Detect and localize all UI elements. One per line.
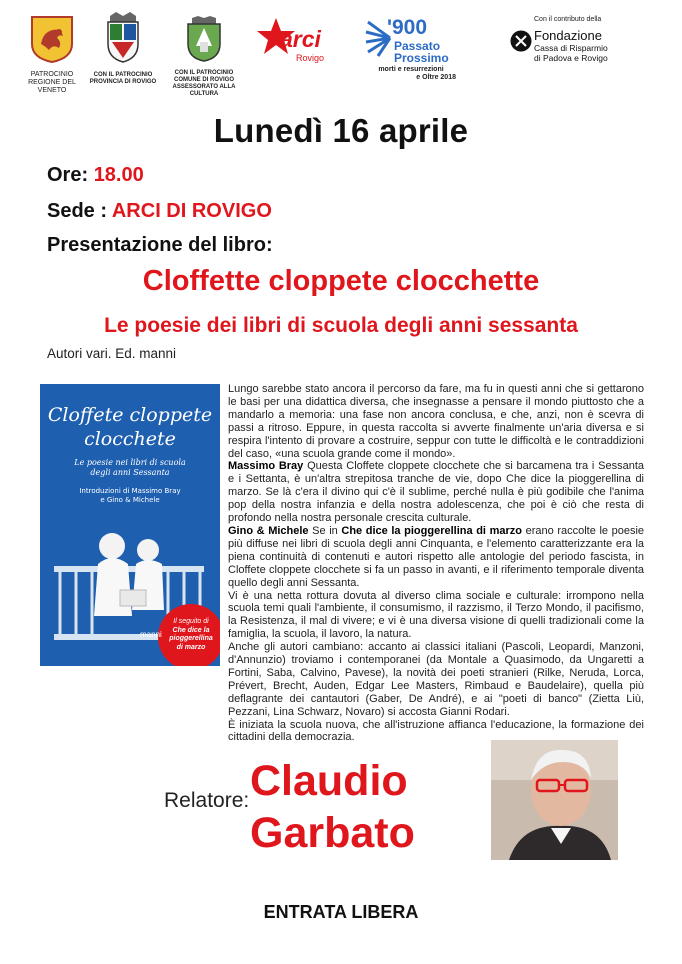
cover-badge-line4: di marzo	[176, 643, 206, 651]
speaker-portrait	[491, 740, 618, 860]
description-p3	[228, 525, 644, 590]
event-date: Lunedì 16 aprile	[213, 112, 469, 149]
speaker-first-name: Claudio	[250, 757, 408, 805]
logo-caption-provincia: CON IL PATROCINIO PROVINCIA DI ROVIGO	[89, 72, 157, 85]
cover-subtitle-line1: Le poesie nei libri di scuola	[74, 458, 186, 467]
logo-fondazione	[510, 16, 635, 76]
book-subtitle: Le poesie dei libri di scuola degli anni sessanta	[104, 314, 578, 337]
speaker-last-name: Garbato	[250, 809, 415, 857]
fondazione-line2: di Padova e Rovigo	[534, 53, 608, 63]
book-description	[228, 383, 644, 744]
arci-name: arci	[280, 26, 321, 52]
presentation-label: Presentazione del libro:	[47, 234, 273, 256]
logo-caption-comune: CON IL PATROCINIO COMUNE DI ROVIGO ASSESSORATO ALLA CULTURA	[172, 70, 236, 97]
description-p3-intro: Se in	[312, 524, 338, 537]
cover-badge	[158, 604, 220, 666]
logo-comune-rovigo	[164, 16, 244, 98]
cover-badge-line3: pioggerellina	[169, 635, 213, 642]
lion-crest-icon	[29, 14, 75, 64]
cover-badge-line2: Che dice la	[172, 626, 210, 634]
time-label: Ore:	[47, 164, 89, 186]
cover-title-line2: clocchete	[84, 428, 176, 450]
time-row	[47, 164, 144, 187]
cover-title-line1: Cloffete cloppete	[47, 404, 213, 426]
free-entrance: ENTRATA LIBERA	[263, 902, 419, 922]
logo-900-passato-prossimo	[362, 16, 457, 86]
novecento-line2: Prossimo	[394, 51, 449, 65]
fondazione-name: Fondazione	[534, 28, 602, 43]
description-p2	[228, 460, 644, 525]
venue-label: Sede :	[47, 200, 108, 222]
comune-crest-icon	[184, 16, 224, 62]
novecento-line1: Passato	[394, 39, 441, 53]
cover-badge-line1: Il seguito di	[173, 618, 209, 625]
description-p1: Lungo sarebbe stato ancora il percorso da fare, ma fu in questi anni che si gettarono le basi per una didattica diversa, che insegnasse a pensare il mondo piuttosto che a mandarlo a memoria: una fase non ancora conclusa, e che, anzi, non è scevra di passi a ritroso. Eppure, in questa raccolta si avverte finalmente un'aria diversa e si respira l'intento di provare a costruire, seppur con tutte le difficoltà e le contraddizioni del caso, «una scuola grande come il mondo».	[228, 383, 644, 460]
fondazione-line1: Cassa di Risparmio	[534, 43, 608, 53]
fondazione-intro: Con il contributo della	[534, 16, 602, 23]
novecento-caption2: e Oltre 2018	[416, 74, 456, 81]
description-p3-text: erano raccolte le poesie più diffuse nei libri di scuola degli anni Cinquanta, e l'elemento caratterizzante era la piena continuità di contenuti e autori rispetto alle antologie del periodo fascista, in Cloffete cloppete clocchete si fa un passo in avanti, e il riferimento temporale diventa quello degli anni Sessanta.	[228, 524, 645, 589]
logo-arci-rovigo	[252, 16, 334, 74]
speaker-photo	[491, 740, 618, 860]
logo-regione-veneto	[17, 14, 87, 95]
previous-book-title: Che dice la pioggerellina di marzo	[341, 524, 522, 537]
reviewer-name-gino-michele: Gino & Michele	[228, 524, 309, 537]
novecento-big: '900	[387, 16, 428, 39]
venue-row	[47, 200, 272, 223]
logo-caption-veneto: PATROCINIO REGIONE DEL VENETO	[28, 71, 76, 94]
venue-value: ARCI DI ROVIGO	[111, 200, 272, 222]
novecento-caption1: morti e resurrezioni	[378, 66, 444, 73]
cover-publisher: manni	[140, 630, 162, 639]
provincia-crest-icon	[102, 12, 144, 64]
time-value: 18.00	[93, 164, 144, 186]
cover-intro-line1: Introduzioni di Massimo Bray	[79, 487, 181, 495]
book-cover	[40, 384, 220, 666]
description-p2-text: Questa Cloffete cloppete clocchete che si barcamena tra i Sessanta e i Settanta, è un'altra strepitosa tranche de vie, dopo Che dice la pioggerellina di marzo. Se là c'era il divino qui c'è il sublime, perché nulla è più godibile che l'anima pop della nostra infanzia e della nostra adolescenza, che poi è ciò che resta di profondo nella nostra personale crescita culturale.	[228, 460, 644, 525]
description-p6: È iniziata la scuola nuova, che all'istruzione affianca l'educazione, la formazione dei cittadini della democrazia.	[228, 718, 644, 744]
description-p4: Vi è una netta rottura dovuta al diverso clima sociale e culturale: irrompono nella scuola temi quali l'ambiente, il consumismo, il razzismo, il Terzo Mondo, il pacifismo, la Resistenza, il mal di vivere; e vi è una diversa visione di quelli tradizionali come la famiglia, la scuola, il lavoro, la natura.	[228, 589, 644, 641]
cover-intro-line2: e Gino & Michele	[100, 496, 160, 504]
reviewer-name-bray: Massimo Bray	[228, 460, 304, 473]
speaker-label: Relatore:	[164, 789, 250, 812]
logo-provincia-rovigo	[88, 12, 158, 86]
description-p5: Anche gli autori cambiano: accanto ai classici italiani (Pascoli, Leopardi, Manzoni, d'Annunzio) troviamo i contemporanei (da Montale a Quasimodo, da Ungaretti a Fortini, Saba, Calvino, Pavese), la novità dei poeti stranieri (Rilke, Neruda, Lorca, Prévert, Brecht, Auden, Edgar Lee Masters, Rimbaud e Baudelaire), quella più deflagrante dei cantautori (Gaber, De André), e ai "poeti di banco" (Zietta Liù, Pezzani, Lina Schwarz, Novaro) si accosta Gianni Rodari.	[228, 641, 644, 718]
book-title: Cloffette cloppete clocchette	[142, 265, 540, 297]
cover-subtitle-line2: degli anni Sessanta	[90, 468, 170, 477]
fondazione-mark-icon	[510, 30, 532, 52]
book-authors: Autori vari. Ed. manni	[47, 346, 177, 361]
arci-city: Rovigo	[296, 53, 325, 63]
